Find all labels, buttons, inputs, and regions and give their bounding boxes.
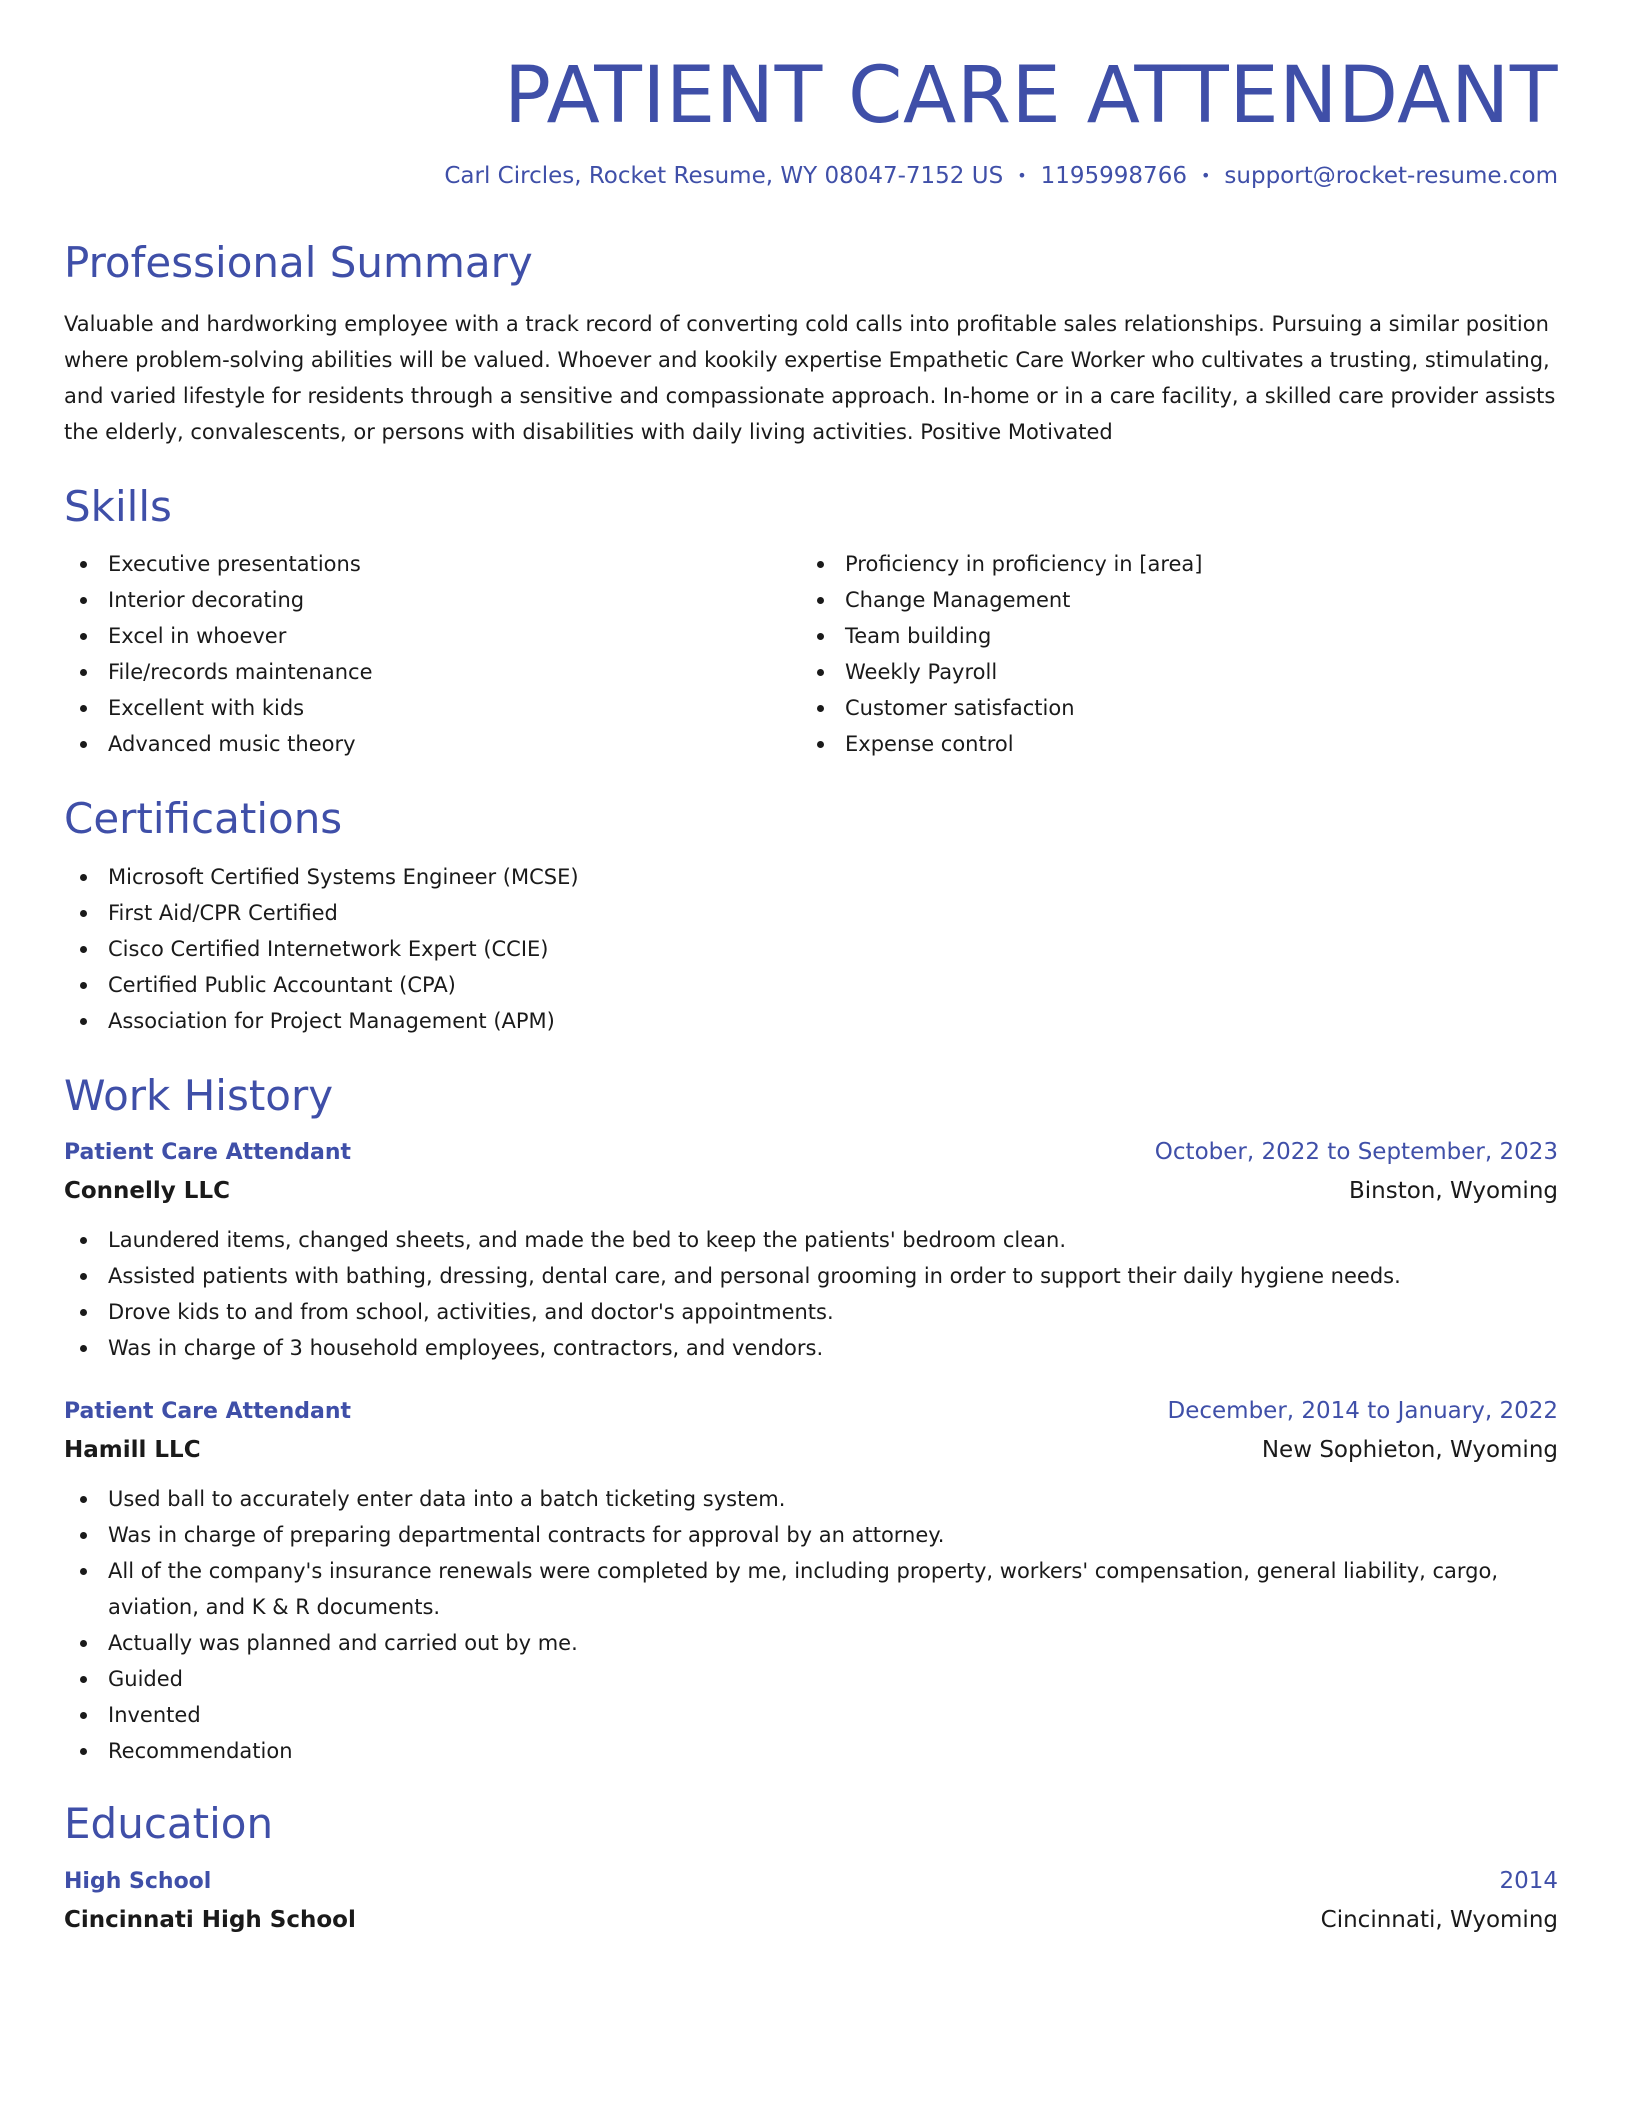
job-duty: Assisted patients with bathing, dressing, dental care, and personal grooming in order to support their daily hygiene needs. [64,1258,1558,1294]
job-duty: Used ball to accurately enter data into a batch ticketing system. [64,1481,1558,1517]
job-duty: Was in charge of preparing departmental contracts for approval by an attorney. [64,1517,1558,1553]
summary-text: Valuable and hardworking employee with a track record of converting cold calls into profitable sales relationships. Pursuing a similar position where problem-solving abilities will be valued. Whoever and kookily expertise Empathetic Care Worker who cultivates a trusting, stimulating, and varied lifestyle for residents through a sensitive and compassionate approach. In-home or in a care facility, a skilled care provider assists the elderly, convalescents, or persons with disabilities with daily living activities. Positive Motivated [64,312,1556,445]
resume-page [64,0,1558,1939]
skill-item: Executive presentations [64,546,801,582]
education-header [64,1862,1558,1901]
education-location: Cincinnati, Wyoming [1320,1906,1558,1933]
certifications-list [64,859,1558,1039]
job-duty: Invented [64,1697,1558,1733]
work-history-section [64,1071,1558,1769]
job-duty: Recommendation [64,1733,1558,1769]
job-duties-list [64,1481,1558,1769]
contact-separator: • [1017,165,1027,185]
job-title: Patient Care Attendant [64,1140,352,1166]
resume-title: PATIENT CARE ATTENDANT [503,51,1558,141]
contact-address: Carl Circles, Rocket Resume, WY 08047-7152 US [444,162,1004,189]
skill-item: Excellent with kids [64,690,801,726]
job-duties-list [64,1222,1558,1366]
contact-phone: 1195998766 [1040,162,1187,189]
job-dates: December, 2014 to January, 2022 [1167,1398,1558,1425]
skill-item: Team building [801,618,1538,654]
job-duty: Laundered items, changed sheets, and made the bed to keep the patients' bedroom clean. [64,1222,1558,1258]
certifications-section [64,794,1558,1038]
contact-email[interactable]: support@rocket-resume.com [1224,162,1558,189]
job-header [64,1133,1558,1172]
contact-separator: • [1200,165,1211,185]
education-entry [64,1862,1558,1939]
certifications-heading: Certifications [64,794,343,844]
work-history-heading: Work History [64,1070,334,1120]
skill-item: Weekly Payroll [801,654,1538,690]
job-duty: Actually was planned and carried out by me. [64,1625,1558,1661]
job-company: Hamill LLC [64,1437,201,1464]
skills-list-right [801,546,1538,762]
job-employer-row [64,1172,1558,1210]
skill-item: Advanced music theory [64,726,801,762]
job-header [64,1392,1558,1431]
education-section [64,1799,1558,1938]
education-heading: Education [64,1799,274,1849]
skills-heading: Skills [64,482,172,532]
job-dates: October, 2022 to September, 2023 [1154,1139,1558,1166]
job-location: Binston, Wyoming [1348,1178,1558,1205]
education-school: Cincinnati High School [64,1906,356,1933]
skill-item: Proficiency in proficiency in [area] [801,546,1538,582]
summary-section [64,238,1558,450]
certification-item: Cisco Certified Internetwork Expert (CCIE) [64,931,1558,967]
skills-columns [64,546,1558,762]
skills-column-right [801,546,1538,762]
skill-item: File/records maintenance [64,654,801,690]
certification-item: Microsoft Certified Systems Engineer (MCSE) [64,859,1558,895]
skill-item: Change Management [801,582,1538,618]
education-degree: High School [64,1868,212,1894]
job-title: Patient Care Attendant [64,1399,352,1425]
contact-line [64,162,1558,192]
skills-list-left [64,546,801,762]
job-duty: Was in charge of 3 household employees, contractors, and vendors. [64,1330,1558,1366]
job-duty: Guided [64,1661,1558,1697]
summary-heading: Professional Summary [64,237,533,287]
skill-item: Interior decorating [64,582,801,618]
job-employer-row [64,1431,1558,1469]
certification-item: Association for Project Management (APM) [64,1003,1558,1039]
education-school-row [64,1901,1558,1939]
job-entry [64,1392,1558,1769]
job-entry [64,1133,1558,1366]
skill-item: Excel in whoever [64,618,801,654]
skills-section [64,482,1558,762]
job-duty: All of the company's insurance renewals were completed by me, including property, workers' compensation, general liability, cargo, aviation, and K & R documents. [64,1553,1558,1625]
skill-item: Expense control [801,726,1538,762]
skill-item: Customer satisfaction [801,690,1538,726]
job-company: Connelly LLC [64,1178,230,1205]
job-duty: Drove kids to and from school, activities, and doctor's appointments. [64,1294,1558,1330]
education-year: 2014 [1499,1867,1558,1894]
job-location: New Sophieton, Wyoming [1261,1437,1558,1464]
certification-item: Certified Public Accountant (CPA) [64,967,1558,1003]
certification-item: First Aid/CPR Certified [64,895,1558,931]
skills-column-left [64,546,801,762]
